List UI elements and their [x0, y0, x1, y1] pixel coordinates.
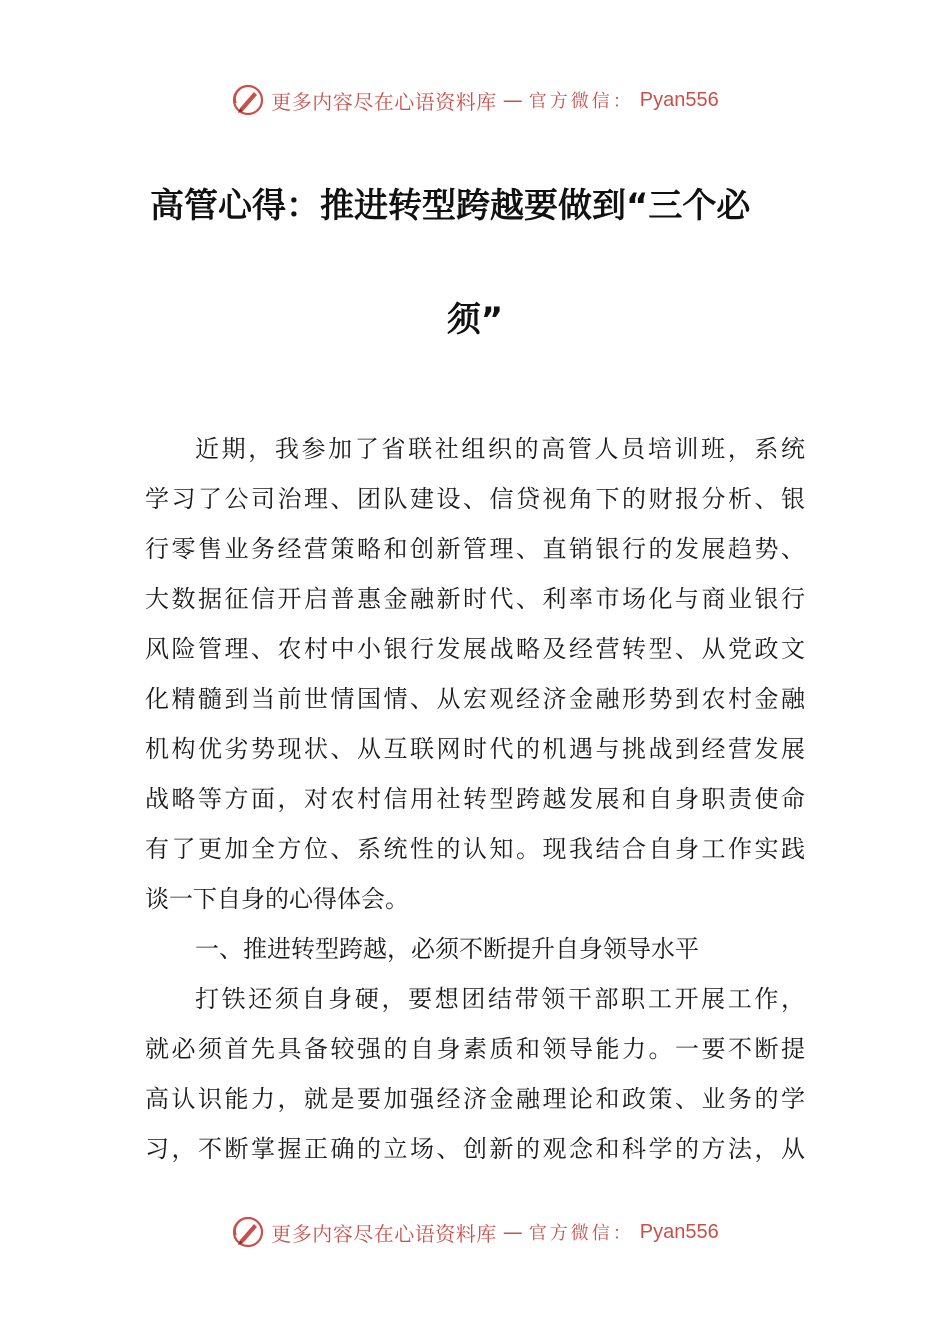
body-line: 习，不断掌握正确的立场、创新的观念和科学的方法，从	[145, 1135, 805, 1163]
header-banner	[0, 80, 950, 120]
banner-wechat-label: 官方微信：	[528, 91, 634, 112]
pen-logo-icon	[231, 83, 265, 117]
banner-separator: —	[502, 1220, 523, 1244]
section-heading: 一、推进转型跨越，必须不断提升自身领导水平	[195, 935, 699, 963]
body-line: 大数据征信开启普惠金融新时代、利率市场化与商业银行	[145, 585, 805, 613]
banner-wechat-id: Pyan556	[639, 1220, 719, 1243]
banner-separator: —	[502, 88, 523, 112]
body-line: 高认识能力，就是要加强经济金融理论和政策、业务的学	[145, 1085, 805, 1113]
banner-wechat-id: Pyan556	[639, 88, 719, 111]
body-line: 学习了公司治理、团队建设、信贷视角下的财报分析、银	[145, 485, 805, 513]
document-title-line-1: 高管心得：推进转型跨越要做到“三个必	[150, 186, 751, 226]
banner-wechat-label: 官方微信：	[528, 1223, 634, 1244]
pen-logo-icon	[231, 1215, 265, 1249]
body-line: 近期，我参加了省联社组织的高管人员培训班，系统	[195, 435, 805, 463]
body-line: 就必须首先具备较强的自身素质和领导能力。一要不断提	[145, 1035, 805, 1063]
banner-slogan: 更多内容尽在心语资料库	[271, 1221, 497, 1246]
body-line: 打铁还须自身硬，要想团结带领干部职工开展工作，	[195, 985, 805, 1013]
document-body	[145, 424, 805, 1174]
body-line: 机构优劣势现状、从互联网时代的机遇与挑战到经营发展	[145, 735, 805, 763]
banner-slogan: 更多内容尽在心语资料库	[271, 89, 497, 114]
body-line: 有了更加全方位、系统性的认知。现我结合自身工作实践	[145, 835, 805, 863]
body-line: 谈一下自身的心得体会。	[145, 885, 409, 913]
body-line: 化精髓到当前世情国情、从宏观经济金融形势到农村金融	[145, 685, 805, 713]
body-line: 行零售业务经营策略和创新管理、直销银行的发展趋势、	[145, 535, 805, 563]
body-line: 战略等方面，对农村信用社转型跨越发展和自身职责使命	[145, 785, 805, 813]
body-line: 风险管理、农村中小银行发展战略及经营转型、从党政文	[145, 635, 805, 663]
document-title-line-2: 须”	[446, 300, 504, 340]
footer-banner	[0, 1212, 950, 1252]
